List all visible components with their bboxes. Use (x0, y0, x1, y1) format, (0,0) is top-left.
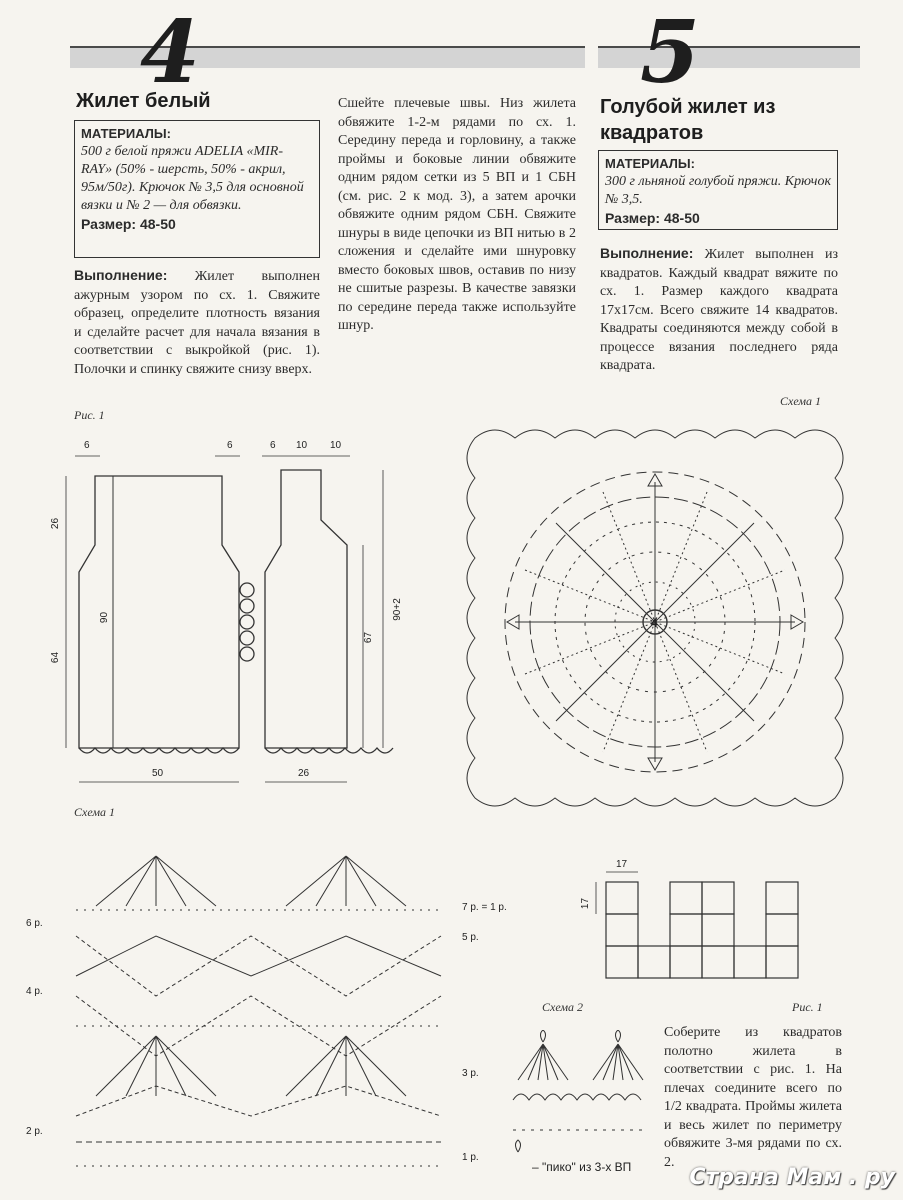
left-materials-heading: МАТЕРИАЛЫ: (81, 126, 171, 141)
row-label-7: 7 р. = 1 р. (462, 902, 507, 913)
right-materials-heading: МАТЕРИАЛЫ: (605, 156, 695, 171)
left-title: Жилет белый (76, 90, 211, 112)
lace-stitch-chart (66, 826, 456, 1186)
dim-bottom-26: 26 (298, 768, 310, 779)
row-label-1: 1 р. (462, 1152, 479, 1163)
dim-right-90-2: 90+2 (391, 598, 403, 621)
shema2-label: Схема 2 (542, 1000, 584, 1014)
left-second-column-text: Сшейте плечевые швы. Низ жилета обвяжите 1-2-м рядами по сх. 1. Середину переда и горловину, а также проймы и боковые линии обвяжите одним рядом сетки из 5 ВП и 1 СБН (см. рис. 2 к мод. 3), а затем арочки обвяжите одним рядом СБН. Свяжите шнуры в виде цепочки из ВП нитью в 2 сложения и сделайте ими шнуровку вместо боковых швов, оставив по низу не сшитые разрезы. В качестве завязки по середине переда также используйте шнур. (338, 96, 576, 333)
dim-top-6c: 6 (270, 440, 276, 451)
left-size: Размер: 48-50 (81, 216, 176, 232)
dim-top-6a: 6 (84, 440, 90, 451)
left-execution-label: Выполнение: (74, 267, 168, 283)
ris1-label: Рис. 1 (74, 408, 105, 422)
piko-legend: – "пико" из 3-х ВП (532, 1160, 632, 1174)
right-execution-label: Выполнение: (600, 245, 694, 261)
row-label-3: 3 р. (462, 1068, 479, 1079)
dim-bottom-50: 50 (152, 768, 164, 779)
right-size: Размер: 48-50 (605, 210, 700, 226)
shema1-label: Схема 1 (74, 805, 116, 819)
square-motif-chart (445, 408, 865, 828)
left-materials-text: 500 г белой пряжи ADELIA «MIR-RAY» (50% - шерсть, 50% - акрил, 95м/50г). Крючок № 3,5 для основной вязки и № 2 — для обвязки. (81, 144, 304, 213)
site-watermark: Страна Мам . ру (689, 1165, 895, 1190)
right-title: Голубой жилет из квадратов (600, 96, 776, 144)
dim-left-26: 26 (50, 517, 62, 530)
row-label-5: 5 р. (462, 932, 479, 943)
row-label-4: 4 р. (26, 986, 43, 997)
square-size-top: 17 (616, 859, 628, 870)
right-execution-text: Жилет выполнен из квадратов. Каждый квадрат вяжите по сх. 1. Размер каждого квадрата 17х17см. Всего свяжите 14 квадратов. Квадраты соединяются между собой в процессе вязания последнего ряда квадрата. (600, 247, 838, 373)
left-execution-text: Жилет выполнен ажурным узором по сх. 1. Свяжите образец, определите плотность вязания и сделайте расчет для начала вязания в соответствии с выкройкой (рис. 1). Полочки и спинку свяжите снизу вверх. (74, 269, 320, 377)
right-model-number: 5 (640, 2, 700, 103)
motif-center-number: 4 (651, 616, 658, 630)
dim-top-10a: 10 (296, 440, 308, 451)
dim-top-10b: 10 (330, 440, 342, 451)
edging-chart (508, 1030, 658, 1170)
dim-right-67: 67 (363, 631, 375, 644)
square-layout-diagram (590, 862, 810, 1002)
dim-mid-90: 90 (99, 611, 111, 624)
square-size-side: 17 (580, 897, 592, 910)
row-label-2: 2 р. (26, 1126, 43, 1137)
shema1-right-label: Схема 1 (780, 394, 822, 408)
row-label-6: 6 р. (26, 918, 43, 929)
ris1-right-label: Рис. 1 (792, 1000, 823, 1014)
dim-left-64: 64 (50, 651, 62, 664)
dim-top-6b: 6 (227, 440, 233, 451)
right-assembly-text: Соберите из квадратов полотно жилета в соответствии с рис. 1. На плечах соедините всего по 1/2 квадрата. Проймы жилета и весь жилет по периметру обвяжите 3-мя рядами по сх. 2. (664, 1025, 842, 1170)
left-model-number: 4 (140, 2, 200, 103)
right-materials-text: 300 г льняной голубой пряжи. Крючок № 3,5. (605, 174, 831, 207)
